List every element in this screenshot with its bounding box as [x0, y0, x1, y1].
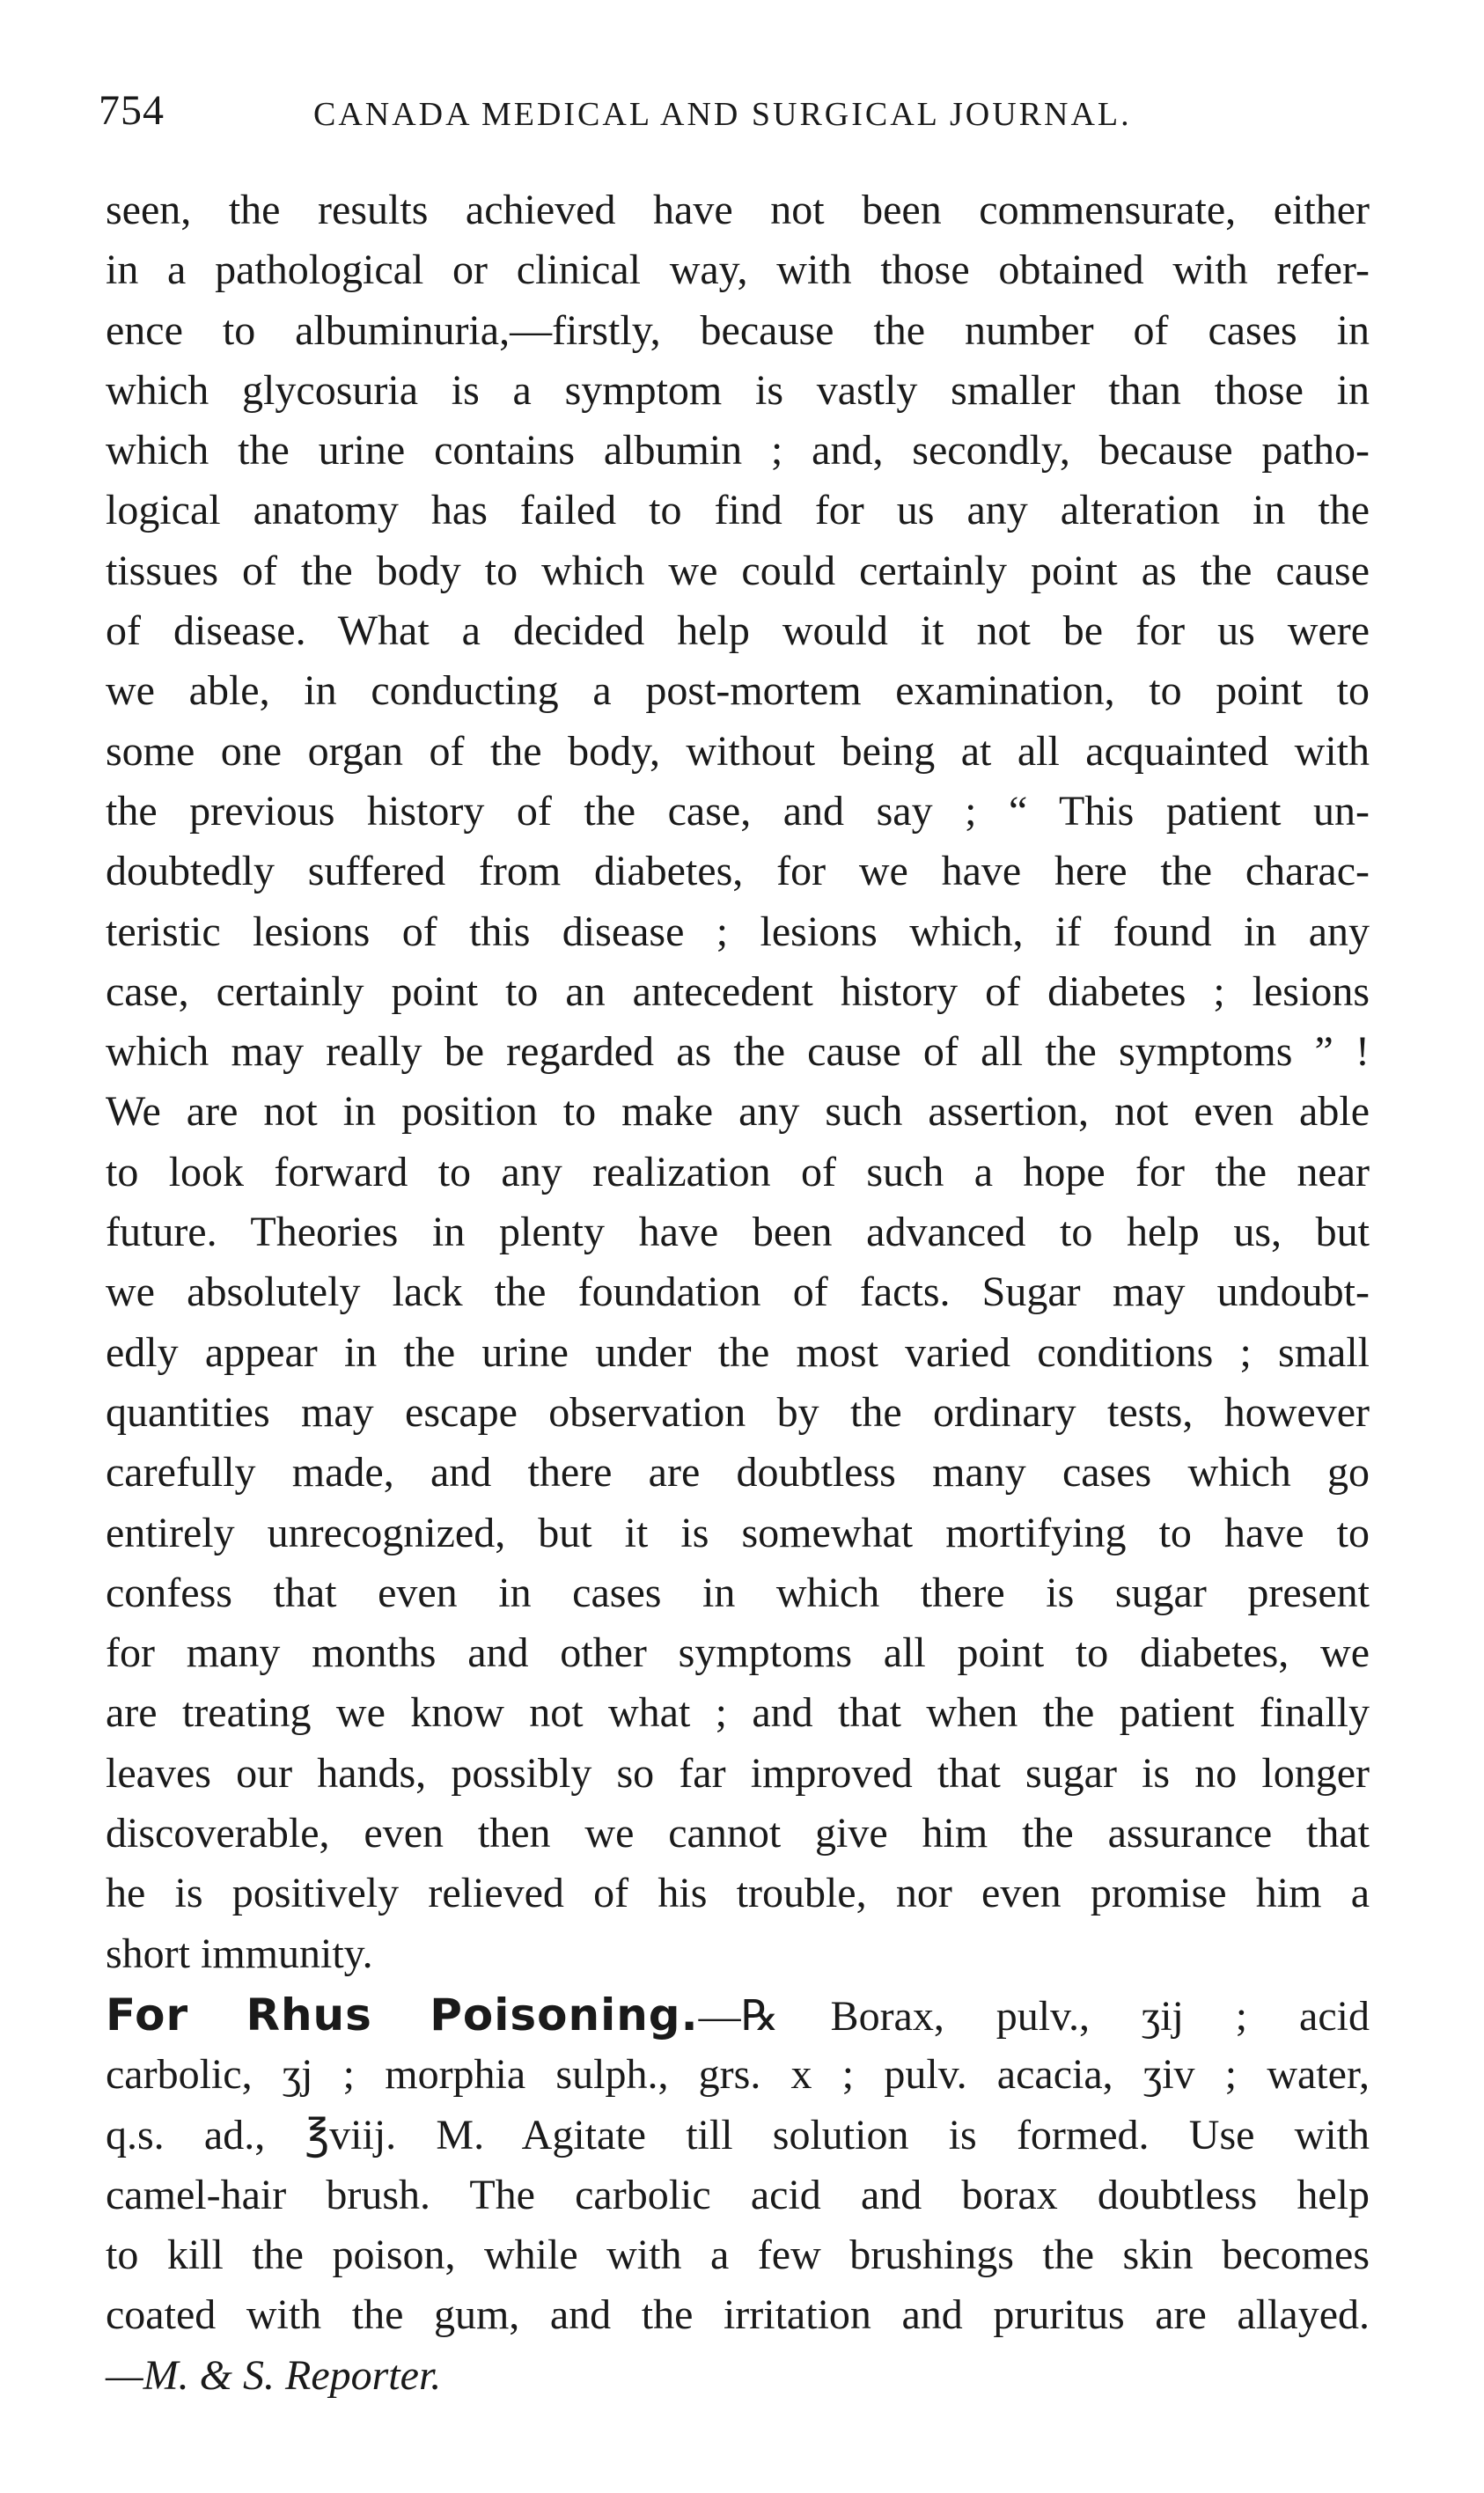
- rhus-first-line-rest: —℞ Borax, pulv., ʒij ; acid: [698, 1993, 1370, 2040]
- text-line: carefully made, and there are doubtless many cases which go: [106, 1449, 1370, 1497]
- text-line: coated with the gum, and the irritation and pruritus are allayed.: [106, 2291, 1370, 2339]
- text-line: tissues of the body to which we could certainly point as the cause: [106, 547, 1370, 594]
- text-line: to look forward to any realization of such a hope for the near: [106, 1148, 1370, 1195]
- text-line: confess that even in cases in which there is sugar present: [106, 1569, 1370, 1616]
- text-line: for many months and other symptoms all point to diabetes, we: [106, 1629, 1370, 1677]
- text-line: future. Theories in plenty have been advanced to help us, but: [106, 1209, 1370, 1256]
- text-line: We are not in position to make any such assertion, not even able: [106, 1088, 1370, 1136]
- rhus-heading: For Rhus Poisoning.: [106, 1989, 699, 2041]
- text-line: edly appear in the urine under the most varied conditions ; small: [106, 1328, 1370, 1376]
- text-line: to kill the poison, while with a few brushings the skin becomes: [106, 2232, 1370, 2279]
- text-line: teristic lesions of this disease ; lesions which, if found in any: [106, 908, 1370, 955]
- text-line: entirely unrecognized, but it is somewhat mortifying to have to: [106, 1509, 1370, 1556]
- page-number: 754: [99, 87, 165, 134]
- text-line: quantities may escape observation by the ordinary tests, however: [106, 1388, 1370, 1436]
- citation-text: —M. & S. Reporter.: [106, 2351, 442, 2399]
- text-line: he is positively relieved of his trouble, nor even promise him a: [106, 1870, 1370, 1917]
- running-head: CANADA MEDICAL AND SURGICAL JOURNAL.: [313, 96, 1132, 133]
- text-line: ence to albuminuria,—firstly, because the number of cases in: [106, 306, 1370, 354]
- text-line: we able, in conducting a post-mortem examination, to point to: [106, 667, 1370, 715]
- text-line: case, certainly point to an antecedent history of diabetes ; lesions: [106, 967, 1370, 1015]
- text-line: in a pathological or clinical way, with those obtained with refer-: [106, 246, 1370, 294]
- text-line: we absolutely lack the foundation of facts. Sugar may undoubt-: [106, 1269, 1370, 1316]
- text-line: short immunity.: [106, 1930, 373, 1977]
- rhus-first-line: [106, 1985, 1370, 2045]
- rhus-poisoning-paragraph: [106, 1985, 1370, 2406]
- rhus-citation: [106, 2346, 1370, 2406]
- text-line: the previous history of the case, and say ; “ This patient un-: [106, 787, 1370, 835]
- text-line: logical anatomy has failed to find for us any alteration in the: [106, 487, 1370, 534]
- text-line: q.s. ad., ℥viij. M. Agitate till solution is formed. Use with: [106, 2111, 1370, 2158]
- text-line: some one organ of the body, without being at all acquainted with: [106, 727, 1370, 775]
- text-line: discoverable, even then we cannot give him the assurance that: [106, 1810, 1370, 1857]
- text-line: camel-hair brush. The carbolic acid and borax doubtless help: [106, 2171, 1370, 2218]
- text-line: doubtedly suffered from diabetes, for we have here the charac-: [106, 848, 1370, 895]
- text-line: carbolic, ʒj ; morphia sulph., grs. x ; pulv. acacia, ʒiv ; water,: [106, 2051, 1370, 2099]
- text-line: seen, the results achieved have not been commensurate, either: [106, 187, 1370, 233]
- text-line: of disease. What a decided help would it not be for us were: [106, 607, 1370, 655]
- text-line: which glycosuria is a symptom is vastly smaller than those in: [106, 366, 1370, 414]
- main-paragraph: [106, 180, 1370, 1984]
- text-line: which may really be regarded as the cause of all the symptoms ” !: [106, 1028, 1370, 1076]
- text-line: leaves our hands, possibly so far improved that sugar is no longer: [106, 1749, 1370, 1797]
- text-line: are treating we know not what ; and that when the patient finally: [106, 1689, 1370, 1737]
- text-line: which the urine contains albumin ; and, secondly, because patho-: [106, 427, 1370, 474]
